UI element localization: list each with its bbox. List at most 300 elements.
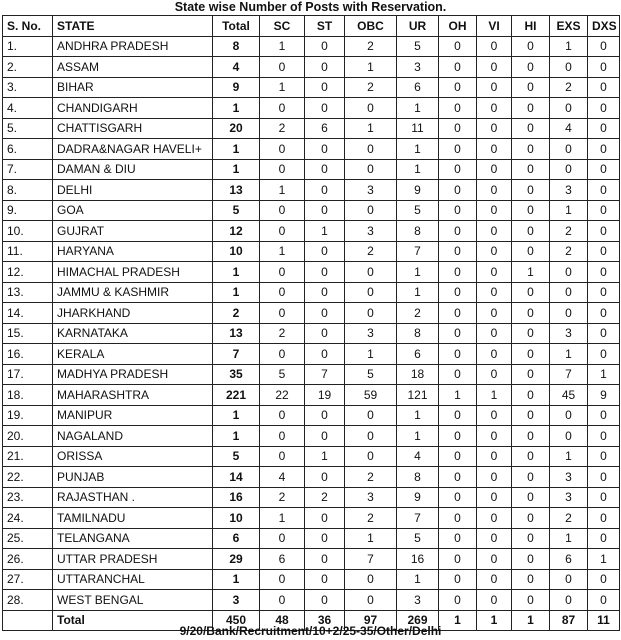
value-cell: 1 [477, 385, 512, 406]
state-cell: KARNATAKA [53, 323, 213, 344]
value-cell: 0 [477, 364, 512, 385]
serial-cell: 5. [3, 118, 53, 139]
column-header: ST [305, 16, 345, 37]
value-cell: 0 [439, 262, 477, 283]
value-cell: 3 [397, 590, 439, 611]
value-cell: 6 [305, 118, 345, 139]
state-cell: UTTARANCHAL [53, 569, 213, 590]
value-cell: 2 [397, 303, 439, 324]
table-row [3, 282, 620, 303]
value-cell: 16 [213, 487, 260, 508]
serial-cell: 20. [3, 426, 53, 447]
value-cell: 1 [213, 405, 260, 426]
value-cell: 2 [260, 323, 305, 344]
value-cell: 0 [550, 139, 588, 160]
value-cell: 3 [550, 180, 588, 201]
value-cell: 0 [439, 36, 477, 57]
value-cell: 4 [213, 57, 260, 78]
value-cell: 0 [512, 590, 550, 611]
serial-cell: 14. [3, 303, 53, 324]
table-row [3, 241, 620, 262]
column-header: OH [439, 16, 477, 37]
value-cell: 0 [512, 180, 550, 201]
value-cell: 0 [550, 405, 588, 426]
value-cell: 0 [588, 262, 620, 283]
table-row [3, 446, 620, 467]
value-cell: 1 [397, 426, 439, 447]
value-cell: 0 [588, 98, 620, 119]
value-cell: 2 [550, 241, 588, 262]
value-cell: 0 [512, 98, 550, 119]
value-cell: 0 [305, 569, 345, 590]
value-cell: 0 [550, 569, 588, 590]
value-cell: 45 [550, 385, 588, 406]
value-cell: 0 [512, 364, 550, 385]
value-cell: 0 [588, 200, 620, 221]
value-cell: 0 [439, 221, 477, 242]
value-cell: 0 [477, 118, 512, 139]
value-cell: 1 [305, 446, 345, 467]
value-cell: 12 [213, 221, 260, 242]
value-cell: 1 [345, 57, 397, 78]
value-cell: 0 [512, 118, 550, 139]
value-cell: 1 [397, 569, 439, 590]
serial-cell: 17. [3, 364, 53, 385]
value-cell: 0 [439, 344, 477, 365]
value-cell: 2 [550, 77, 588, 98]
state-cell: DAMAN & DIU [53, 159, 213, 180]
value-cell: 0 [345, 200, 397, 221]
state-cell: NAGALAND [53, 426, 213, 447]
value-cell: 6 [260, 549, 305, 570]
value-cell: 0 [477, 487, 512, 508]
value-cell: 5 [397, 528, 439, 549]
value-cell: 0 [477, 549, 512, 570]
value-cell: 35 [213, 364, 260, 385]
value-cell: 0 [260, 262, 305, 283]
value-cell: 0 [439, 98, 477, 119]
value-cell: 9 [397, 180, 439, 201]
table-row [3, 180, 620, 201]
value-cell: 2 [305, 487, 345, 508]
state-cell: TAMILNADU [53, 508, 213, 529]
column-header: VI [477, 16, 512, 37]
value-cell: 1 [345, 118, 397, 139]
serial-cell: 13. [3, 282, 53, 303]
value-cell: 1 [345, 528, 397, 549]
value-cell: 1 [439, 385, 477, 406]
table-row [3, 590, 620, 611]
value-cell: 0 [305, 405, 345, 426]
value-cell: 0 [439, 77, 477, 98]
value-cell: 2 [260, 487, 305, 508]
value-cell: 2 [345, 241, 397, 262]
serial-cell: 9. [3, 200, 53, 221]
value-cell: 7 [397, 508, 439, 529]
value-cell: 8 [397, 221, 439, 242]
value-cell: 0 [477, 159, 512, 180]
value-cell: 5 [345, 364, 397, 385]
column-header: EXS [550, 16, 588, 37]
value-cell: 0 [260, 282, 305, 303]
value-cell: 1 [260, 36, 305, 57]
value-cell: 1 [397, 405, 439, 426]
serial-cell: 2. [3, 57, 53, 78]
reservation-table [2, 15, 620, 631]
value-cell: 0 [345, 303, 397, 324]
value-cell: 1 [588, 364, 620, 385]
value-cell: 0 [588, 467, 620, 488]
value-cell: 1 [550, 344, 588, 365]
value-cell: 0 [439, 487, 477, 508]
serial-cell: 7. [3, 159, 53, 180]
value-cell: 1 [550, 200, 588, 221]
value-cell: 0 [512, 467, 550, 488]
value-cell: 1 [397, 159, 439, 180]
value-cell: 1 [550, 528, 588, 549]
value-cell: 5 [260, 364, 305, 385]
serial-cell: 4. [3, 98, 53, 119]
value-cell: 0 [477, 221, 512, 242]
serial-cell: 23. [3, 487, 53, 508]
value-cell: 0 [512, 36, 550, 57]
state-cell: ORISSA [53, 446, 213, 467]
value-cell: 0 [439, 549, 477, 570]
serial-cell: 10. [3, 221, 53, 242]
serial-cell: 16. [3, 344, 53, 365]
value-cell: 0 [345, 569, 397, 590]
value-cell: 20 [213, 118, 260, 139]
value-cell: 10 [213, 508, 260, 529]
value-cell: 0 [305, 528, 345, 549]
value-cell: 1 [512, 262, 550, 283]
value-cell: 0 [305, 549, 345, 570]
value-cell: 0 [588, 282, 620, 303]
value-cell: 3 [397, 57, 439, 78]
table-row [3, 221, 620, 242]
table-row [3, 139, 620, 160]
value-cell: 0 [345, 262, 397, 283]
table-row [3, 200, 620, 221]
value-cell: 1 [213, 159, 260, 180]
value-cell: 4 [397, 446, 439, 467]
table-row [3, 487, 620, 508]
column-header: DXS [588, 16, 620, 37]
value-cell: 0 [512, 303, 550, 324]
value-cell: 0 [439, 405, 477, 426]
value-cell: 0 [512, 221, 550, 242]
value-cell: 6 [397, 77, 439, 98]
value-cell: 22 [260, 385, 305, 406]
value-cell: 0 [550, 282, 588, 303]
value-cell: 0 [439, 528, 477, 549]
value-cell: 0 [439, 364, 477, 385]
table-row [3, 364, 620, 385]
value-cell: 0 [588, 241, 620, 262]
value-cell: 3 [345, 323, 397, 344]
value-cell: 13 [213, 180, 260, 201]
value-cell: 0 [439, 118, 477, 139]
value-cell: 1 [439, 610, 477, 631]
value-cell: 0 [588, 590, 620, 611]
serial-cell: 27. [3, 569, 53, 590]
state-cell: DADRA&NAGAR HAVELI+ [53, 139, 213, 160]
value-cell: 29 [213, 549, 260, 570]
value-cell: 0 [477, 508, 512, 529]
value-cell: 1 [397, 139, 439, 160]
value-cell: 4 [550, 118, 588, 139]
value-cell: 0 [305, 590, 345, 611]
value-cell: 1 [477, 610, 512, 631]
value-cell: 0 [305, 36, 345, 57]
value-cell: 0 [260, 221, 305, 242]
page-title: State wise Number of Posts with Reservation. [174, 0, 447, 14]
value-cell: 0 [512, 57, 550, 78]
value-cell: 0 [512, 241, 550, 262]
value-cell: 0 [345, 590, 397, 611]
serial-cell: 12. [3, 262, 53, 283]
value-cell: 16 [397, 549, 439, 570]
state-cell: DELHI [53, 180, 213, 201]
value-cell: 0 [345, 446, 397, 467]
serial-cell: 21. [3, 446, 53, 467]
value-cell: 0 [439, 323, 477, 344]
value-cell: 8 [397, 323, 439, 344]
value-cell: 0 [305, 262, 345, 283]
value-cell: 0 [588, 426, 620, 447]
table-row [3, 385, 620, 406]
value-cell: 0 [439, 426, 477, 447]
serial-cell: 3. [3, 77, 53, 98]
value-cell: 0 [260, 57, 305, 78]
value-cell: 0 [477, 36, 512, 57]
value-cell: 0 [588, 405, 620, 426]
value-cell: 0 [477, 200, 512, 221]
value-cell: 0 [477, 446, 512, 467]
value-cell: 0 [588, 139, 620, 160]
state-cell: RAJASTHAN . [53, 487, 213, 508]
serial-cell: 1. [3, 36, 53, 57]
value-cell: 0 [477, 467, 512, 488]
column-header: S. No. [3, 16, 53, 37]
value-cell: 7 [550, 364, 588, 385]
value-cell: 6 [213, 528, 260, 549]
value-cell: 0 [477, 405, 512, 426]
table-row [3, 528, 620, 549]
value-cell: 121 [397, 385, 439, 406]
value-cell: 4 [260, 467, 305, 488]
value-cell: 0 [260, 446, 305, 467]
value-cell: 0 [439, 282, 477, 303]
value-cell: 0 [439, 57, 477, 78]
value-cell: 0 [305, 200, 345, 221]
value-cell: 0 [439, 590, 477, 611]
table-row [3, 98, 620, 119]
value-cell: 87 [550, 610, 588, 631]
value-cell: 0 [439, 446, 477, 467]
state-cell: MANIPUR [53, 405, 213, 426]
value-cell: 5 [213, 200, 260, 221]
value-cell: 0 [260, 426, 305, 447]
state-cell: MAHARASHTRA [53, 385, 213, 406]
value-cell: 3 [213, 590, 260, 611]
state-cell: ANDHRA PRADESH [53, 36, 213, 57]
value-cell: 0 [588, 487, 620, 508]
value-cell: 0 [305, 241, 345, 262]
column-header: HI [512, 16, 550, 37]
value-cell: 0 [439, 467, 477, 488]
value-cell: 2 [345, 508, 397, 529]
value-cell: 18 [397, 364, 439, 385]
value-cell: 2 [345, 467, 397, 488]
value-cell: 0 [345, 139, 397, 160]
state-cell: PUNJAB [53, 467, 213, 488]
value-cell: 0 [260, 344, 305, 365]
value-cell: 1 [213, 569, 260, 590]
value-cell: 1 [213, 282, 260, 303]
column-header: OBC [345, 16, 397, 37]
value-cell: 0 [305, 303, 345, 324]
serial-cell: 28. [3, 590, 53, 611]
state-cell: TELANGANA [53, 528, 213, 549]
value-cell: 0 [345, 159, 397, 180]
value-cell: 0 [588, 77, 620, 98]
value-cell: 0 [512, 200, 550, 221]
value-cell: 5 [397, 200, 439, 221]
value-cell: 59 [345, 385, 397, 406]
value-cell: 0 [260, 528, 305, 549]
value-cell: 0 [439, 180, 477, 201]
value-cell: 0 [588, 569, 620, 590]
table-row [3, 303, 620, 324]
value-cell: 2 [345, 36, 397, 57]
value-cell: 0 [512, 77, 550, 98]
value-cell: 0 [512, 385, 550, 406]
value-cell: 0 [260, 405, 305, 426]
value-cell: 0 [588, 508, 620, 529]
state-cell: GOA [53, 200, 213, 221]
value-cell: 0 [477, 569, 512, 590]
value-cell: 0 [512, 569, 550, 590]
value-cell: 0 [345, 98, 397, 119]
value-cell: 0 [305, 159, 345, 180]
value-cell: 19 [305, 385, 345, 406]
value-cell: 0 [260, 200, 305, 221]
value-cell: 1 [397, 282, 439, 303]
column-header: STATE [53, 16, 213, 37]
value-cell: 0 [439, 569, 477, 590]
value-cell: 0 [550, 57, 588, 78]
reference-code: 9/20/Bank/Recruitment/10+2/25-35/Other/Delhi [179, 624, 442, 638]
value-cell: 0 [477, 282, 512, 303]
value-cell: 2 [345, 77, 397, 98]
value-cell: 11 [397, 118, 439, 139]
value-cell: 0 [477, 262, 512, 283]
value-cell: 0 [305, 282, 345, 303]
value-cell: 221 [213, 385, 260, 406]
value-cell: 0 [512, 426, 550, 447]
value-cell: 450 [213, 610, 260, 631]
value-cell: 0 [588, 446, 620, 467]
value-cell: 0 [260, 139, 305, 160]
value-cell: 2 [550, 508, 588, 529]
value-cell: 0 [305, 467, 345, 488]
value-cell: 0 [305, 323, 345, 344]
value-cell: 0 [345, 405, 397, 426]
column-header: SC [260, 16, 305, 37]
value-cell: 0 [477, 323, 512, 344]
state-cell: CHANDIGARH [53, 98, 213, 119]
value-cell: 0 [512, 159, 550, 180]
value-cell: 0 [477, 344, 512, 365]
serial-cell: 24. [3, 508, 53, 529]
value-cell: 14 [213, 467, 260, 488]
table-row [3, 508, 620, 529]
value-cell: 1 [213, 426, 260, 447]
value-cell: 0 [550, 303, 588, 324]
value-cell: 0 [588, 344, 620, 365]
header-row [3, 16, 620, 37]
value-cell: 1 [260, 508, 305, 529]
value-cell: 6 [397, 344, 439, 365]
value-cell: 0 [588, 57, 620, 78]
value-cell: 0 [512, 508, 550, 529]
value-cell: 1 [550, 446, 588, 467]
value-cell: 9 [588, 385, 620, 406]
value-cell: 0 [477, 241, 512, 262]
value-cell: 0 [477, 180, 512, 201]
value-cell: 0 [305, 98, 345, 119]
state-cell: BIHAR [53, 77, 213, 98]
state-cell: WEST BENGAL [53, 590, 213, 611]
value-cell: 3 [550, 487, 588, 508]
serial-cell: 22. [3, 467, 53, 488]
table-row [3, 426, 620, 447]
state-cell: Total [53, 610, 213, 631]
table-row [3, 405, 620, 426]
value-cell: 7 [397, 241, 439, 262]
value-cell: 0 [305, 180, 345, 201]
value-cell: 0 [477, 77, 512, 98]
value-cell: 1 [550, 36, 588, 57]
value-cell: 3 [550, 323, 588, 344]
value-cell: 0 [588, 180, 620, 201]
value-cell: 0 [305, 57, 345, 78]
value-cell: 0 [305, 77, 345, 98]
table-row [3, 118, 620, 139]
value-cell: 0 [477, 590, 512, 611]
value-cell: 0 [477, 139, 512, 160]
value-cell: 3 [345, 221, 397, 242]
value-cell: 9 [397, 487, 439, 508]
value-cell: 0 [260, 569, 305, 590]
value-cell: 269 [397, 610, 439, 631]
value-cell: 0 [345, 426, 397, 447]
column-header: UR [397, 16, 439, 37]
value-cell: 0 [477, 528, 512, 549]
value-cell: 11 [588, 610, 620, 631]
serial-cell: 6. [3, 139, 53, 160]
state-cell: GUJRAT [53, 221, 213, 242]
value-cell: 0 [512, 282, 550, 303]
value-cell: 0 [550, 159, 588, 180]
value-cell: 7 [305, 364, 345, 385]
serial-cell: 18. [3, 385, 53, 406]
value-cell: 1 [305, 221, 345, 242]
value-cell: 1 [213, 98, 260, 119]
value-cell: 0 [588, 528, 620, 549]
value-cell: 6 [550, 549, 588, 570]
